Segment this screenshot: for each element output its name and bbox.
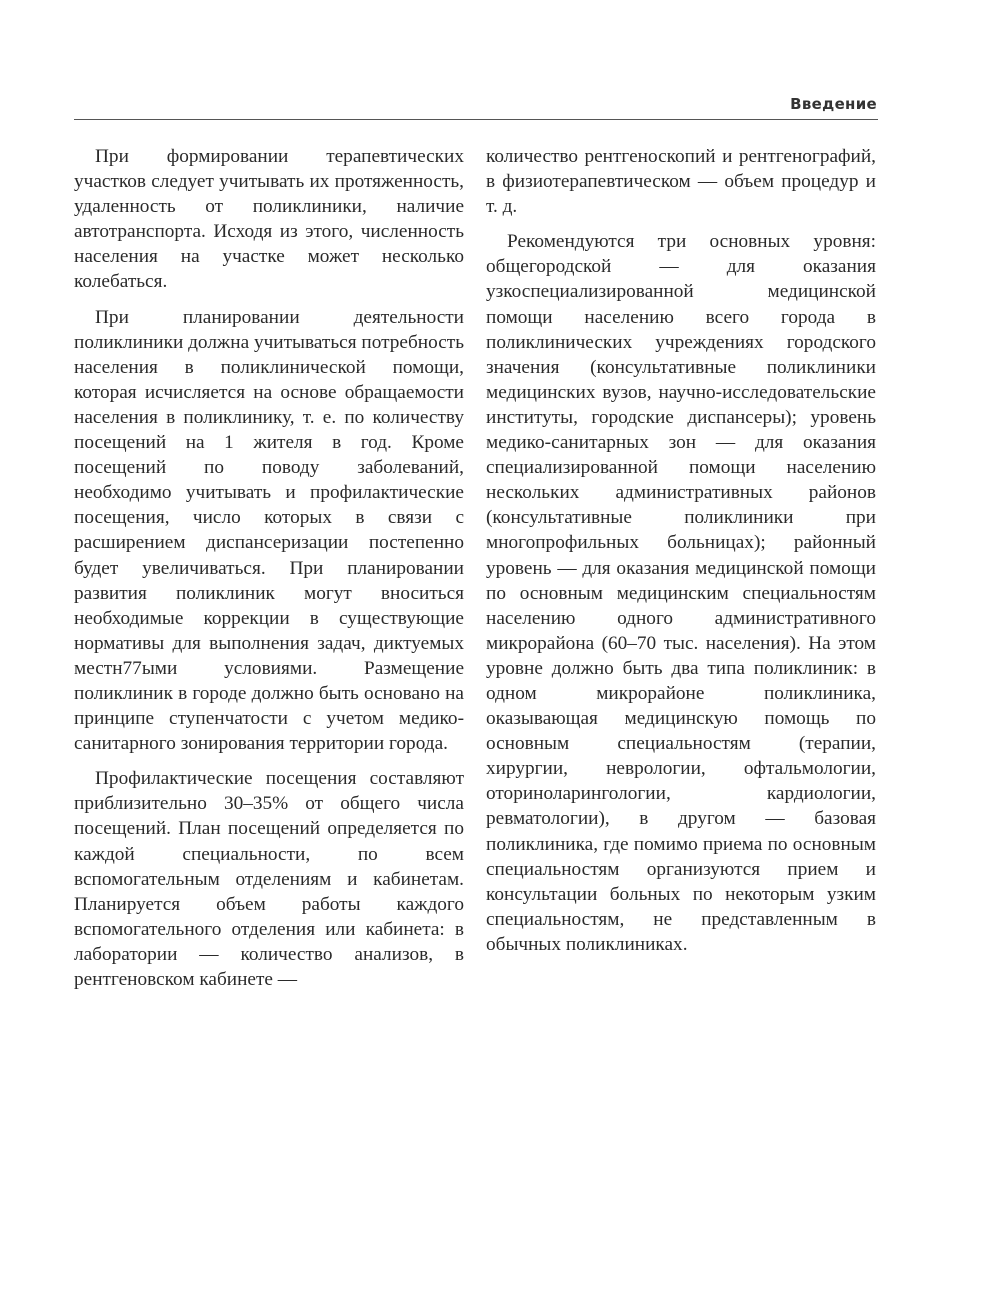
- paragraph-clinic-planning: При планировании деятельности поликлиники должна учитываться потребность населения в поликлинической помощи, которая исчисляется на основе обращаемости населения в поликлинику, т. е. по количеству посещений на 1 жителя в год. Кроме посещений по поводу заболеваний, необходимо учитывать и профилактические посещения, число которых в связи с расширением диспансеризации постепенно будет увеличиваться. При планировании развития поликлиник могут вноситься необходимые коррекции в существующие нормативы для выполнения задач, диктуемых местн77ыми условиями. Размещение поликлиник в городе должно быть основано на принципе ступенчатости с учетом медико-санитарного зонирования территории города.: [74, 306, 464, 755]
- paragraph-care-levels: Рекомендуются три основных уровня: общегородской — для оказания узкоспециализированной медицинской помощи населению всего города в поликлинических учреждениях городского значения (консультативные поликлиники медицинских вузов, научно-исследовательские институты, городские диспансеры); уровень медико-санитарных зон — для оказания специализированной помощи населению нескольких административных районов (консультативные поликлиники при многопрофильных больницах); районный уровень — для оказания медицинской помощи по основным медицинским специальностям населению одного административного микрорайона (60–70 тыс. населения). На этом уровне должно быть два типа поликлиник: в одном микрорайоне поликлиника, оказывающая медицинскую помощь по основным специальностям (терапии, хирургии, неврологии, офтальмологии, оториноларингологии, кардиологии, ревматологии), в другом — базовая поликлиника, где помимо приема по основным специальностям организуются прием и консультации больных по некоторым узким специальностям, не представленным в обычных поликлиниках.: [486, 231, 876, 955]
- paragraph-district-formation: При формировании терапевтических участков следует учитывать их протяженность, удаленность от поликлиники, наличие автотранспорта. Исходя из этого, численность населения на участке может несколько колебаться.: [74, 146, 464, 293]
- header-rule: [74, 119, 878, 120]
- paragraph-preventive-visits: Профилактические посещения составляют приблизительно 30–35% от общего числа посещений. План посещений определяется по каждой специальности, по всем вспомогательным отделениям и кабинетам. Планируется объем работы каждого вспомогательного отделения или кабинета: в лаборатории — количество анализов, в рентгеновском кабинете —: [74, 768, 464, 990]
- left-column: [74, 144, 464, 1002]
- running-head-section-title: Введение: [790, 95, 877, 113]
- paragraph-continuation: количество рентгеноскопий и рентгенографий, в физиотерапевтическом — объем процедур и т. д.: [486, 146, 876, 218]
- right-column: [486, 144, 876, 967]
